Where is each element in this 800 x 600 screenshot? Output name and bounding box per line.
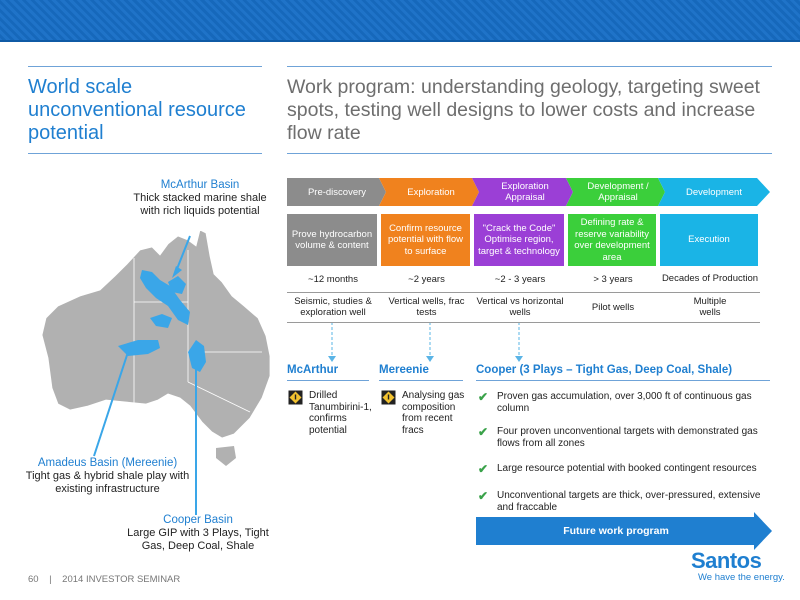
phase-exploration-appraisal: Exploration Appraisal: [501, 181, 549, 203]
logo-tagline: We have the energy.: [698, 572, 785, 583]
cooper-bullet-3: Large resource potential with booked contingent resources: [497, 463, 757, 474]
footer: [28, 574, 180, 585]
mcarthur-text: Drilled Tanumbirini-1, confirms potential: [309, 390, 372, 436]
cooper-connector-head: [515, 356, 523, 362]
desc-exploration-appraisal: "Crack the Code" Optimise region, target & technology: [474, 214, 564, 266]
check-icon: ✔: [478, 425, 489, 439]
mereenie-section-rule: [379, 380, 463, 381]
cooper-section-title: Cooper (3 Plays – Tight Gas, Deep Coal, Shale): [476, 364, 733, 376]
activity-exploration: Vertical wells, frac tests: [388, 296, 465, 318]
footer-separator: |: [49, 574, 52, 585]
mcarthur-connector-head: [328, 356, 336, 362]
amadeus-basin-desc: Tight gas & hybrid shale play with existing infrastructure: [25, 470, 190, 495]
amadeus-basin-name: Amadeus Basin (Mereenie): [37, 457, 178, 469]
cooper-bullet-1: Proven gas accumulation, over 3,000 ft of continuous gas column: [497, 391, 752, 414]
check-icon: ✔: [478, 390, 489, 404]
cooper-basin-name: Cooper Basin: [163, 514, 233, 526]
footer-event: 2014 INVESTOR SEMINAR: [62, 574, 181, 585]
desc-development: Execution: [660, 214, 758, 266]
phase-development-appraisal: Development / Appraisal: [587, 181, 649, 203]
phase-development: Development: [686, 186, 742, 198]
duration-exploration-appraisal: ~2 - 3 years: [494, 273, 546, 285]
cooper-bullet-4: Unconventional targets are thick, over-pressured, extensive and fraccable: [497, 490, 761, 513]
phase-pre-discovery: Pre-discovery: [307, 186, 367, 198]
warning-icon: [288, 390, 303, 405]
page-number: 60: [28, 574, 39, 585]
mcarthur-basin-desc: Thick stacked marine shale with rich liquids potential: [133, 192, 267, 217]
phase-exploration: Exploration: [407, 186, 455, 198]
duration-exploration: ~2 years: [408, 273, 445, 285]
mereenie-text: Analysing gas composition from recent fracs: [402, 390, 465, 436]
duration-pre-discovery: ~12 months: [308, 273, 358, 285]
mcarthur-section-title: McArthur: [287, 364, 339, 376]
cooper-bullet-2: Four proven unconventional targets with demonstrated gas flows from all zones: [497, 426, 758, 449]
table-divider-1: [287, 292, 760, 293]
right-title: Work program: understanding geology, targeting sweet spots, testing well designs to lower costs and increase flow rate: [287, 76, 760, 144]
mereenie-section-title: Mereenie: [379, 364, 429, 376]
mcarthur-basin-name: McArthur Basin: [160, 179, 240, 191]
desc-development-appraisal: Defining rate & reserve variability over development area: [568, 214, 656, 266]
mereenie-connector-head: [426, 356, 434, 362]
activity-pre-discovery: Seismic, studies & exploration well: [294, 296, 372, 318]
mcarthur-section-rule: [287, 380, 369, 381]
check-icon: ✔: [478, 489, 489, 503]
future-work-program-label: Future work program: [563, 525, 669, 537]
santos-logo: Santos: [691, 548, 762, 573]
desc-pre-discovery: Prove hydrocarbon volume & content: [287, 214, 377, 266]
left-title: World scale unconventional resource potential: [28, 76, 246, 144]
cooper-basin-desc: Large GIP with 3 Plays, Tight Gas, Deep Coal, Shale: [127, 527, 269, 552]
activity-development-appraisal: Pilot wells: [591, 301, 635, 313]
cooper-section-rule: [476, 380, 770, 381]
desc-exploration: Confirm resource potential with flow to surface: [381, 214, 470, 266]
activity-exploration-appraisal: Vertical vs horizontal wells: [476, 296, 564, 318]
warning-icon: [381, 390, 396, 405]
duration-development: Decades of Production: [661, 272, 759, 284]
duration-development-appraisal: > 3 years: [593, 273, 633, 285]
activity-development: Multiple wells: [693, 296, 727, 318]
table-divider-2: [287, 322, 760, 323]
check-icon: ✔: [478, 462, 489, 476]
